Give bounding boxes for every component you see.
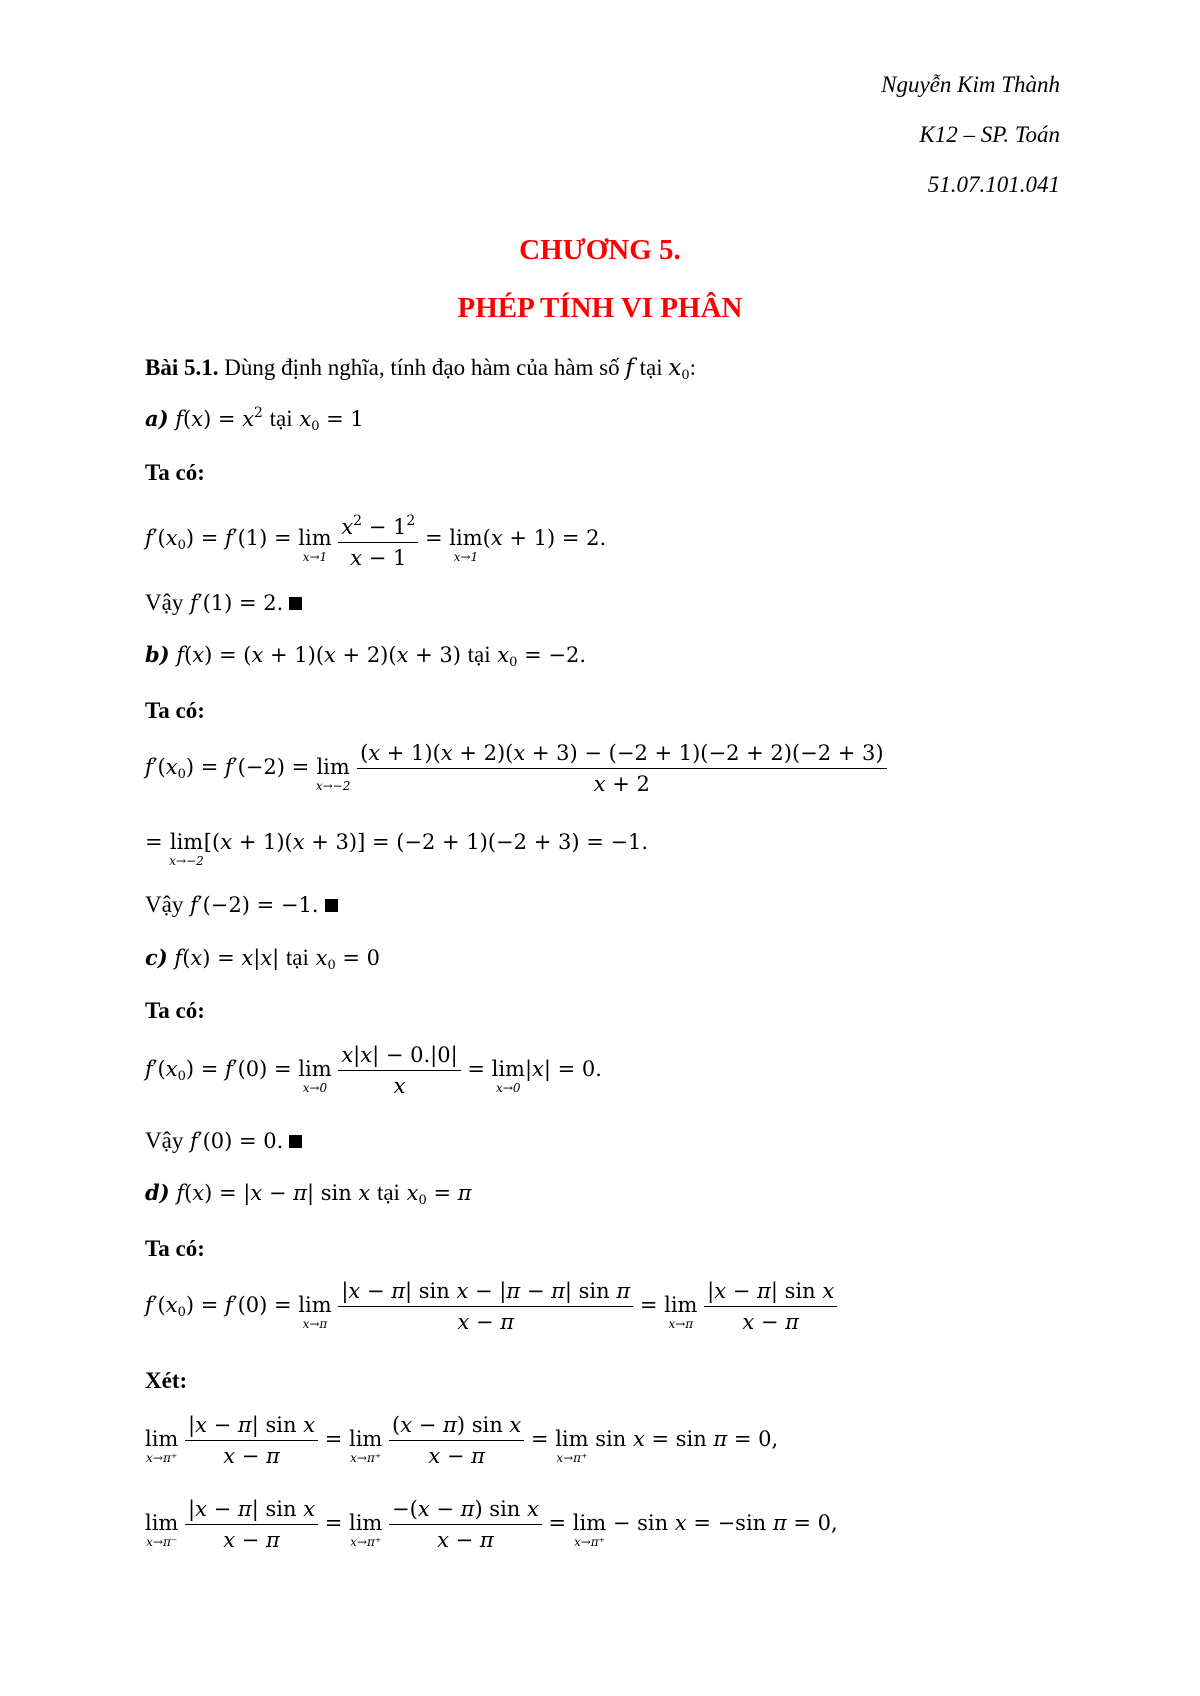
part-a-step1: $f'(x_0) = f'(1)$ = lim x→1 $\frac{x^2 - 1^2}{x - 1}$ = lim x→1 (x + 1) = 2. <box>145 508 606 571</box>
exercise-text: Dùng định nghĩa, tính đạo hàm của hàm số f tại $x_0$: <box>224 355 697 383</box>
part-d-step3: lim x→π⁻ $\frac{\text{|x − π| sin x}}{x - \pi}$ = lim x→π⁺ $\frac{\text{−(x − π) sin x}}{x - \pi}$ = lim x→π⁺ − sin x = −sin π = 0, <box>145 1497 838 1552</box>
chapter-number: CHƯƠNG 5. <box>519 234 681 266</box>
part-b-step2: = lim x→−2 [(x + 1)(x + 3)] = (−2 + 1)(−2 + 3) = −1. <box>145 830 649 868</box>
part-a-conclusion: Vậy f′(1) = 2. <box>145 590 302 616</box>
part-c-label: c) <box>145 945 168 970</box>
part-c-conclusion: Vậy f′(0) = 0. <box>145 1128 302 1154</box>
qed-icon <box>325 899 338 912</box>
part-d-step1: $f'(x_0) = f'(0)$ = lim x→π $\frac{\text{|x − π| sin x − |π − π| sin π}}{x - \pi}$ = lim x→π $\frac{\text{|x − π| sin x}}{x - \pi}$ <box>145 1278 837 1335</box>
chapter-title: PHÉP TÍNH VI PHÂN <box>457 292 743 324</box>
part-d-step2: lim x→π⁺ $\frac{\text{|x − π| sin x}}{x - \pi}$ = lim x→π⁺ $\frac{\text{(x − π) sin x}}{x - \pi}$ = lim x→π⁺ sin x = sin π = 0, <box>145 1413 779 1468</box>
part-a-problem: a) $f(x) = x^2$ tại $x_0 = 1$ <box>145 405 364 434</box>
part-b-conclusion: Vậy f′(−2) = −1. <box>145 892 338 918</box>
part-d-label: d) <box>145 1180 170 1205</box>
author-name: Nguyễn Kim Thành <box>881 72 1060 97</box>
exercise-label: Bài 5.1. <box>145 355 219 380</box>
student-id: 51.07.101.041 <box>927 172 1060 197</box>
class-info: K12 – SP. Toán <box>919 122 1060 147</box>
part-d-xet: Xét: <box>145 1368 188 1393</box>
part-b-taco: Ta có: <box>145 698 205 723</box>
part-b-label: b) <box>145 642 170 667</box>
qed-icon <box>289 1135 302 1148</box>
part-a-taco: Ta có: <box>145 460 205 485</box>
part-d-problem: d) f(x) = |x − π| sin x tại $x_0 = \pi$ <box>145 1180 472 1208</box>
part-b-step1: $f'(x_0) = f'(-2)$ = lim x→−2 $\frac{(x + 1)(x + 2)(x + 3) - (-2 + 1)(-2 + 2)(-2 + 3)}{x + 2}$ <box>145 740 887 797</box>
part-c-problem: c) f(x) = x|x| tại $x_0 = 0$ <box>145 945 381 973</box>
part-a-label: a) <box>145 406 169 431</box>
qed-icon <box>289 597 302 610</box>
part-c-step1: $f'(x_0) = f'(0)$ = lim x→0 $\frac{x|x| - 0.|0|}{x}$ = lim x→0 |x| = 0. <box>145 1043 602 1098</box>
part-d-taco: Ta có: <box>145 1236 205 1261</box>
exercise-prompt <box>145 355 696 383</box>
part-c-taco: Ta có: <box>145 998 205 1023</box>
part-b-problem: b) f(x) = (x + 1)(x + 2)(x + 3) tại $x_0 = -2$. <box>145 642 586 670</box>
